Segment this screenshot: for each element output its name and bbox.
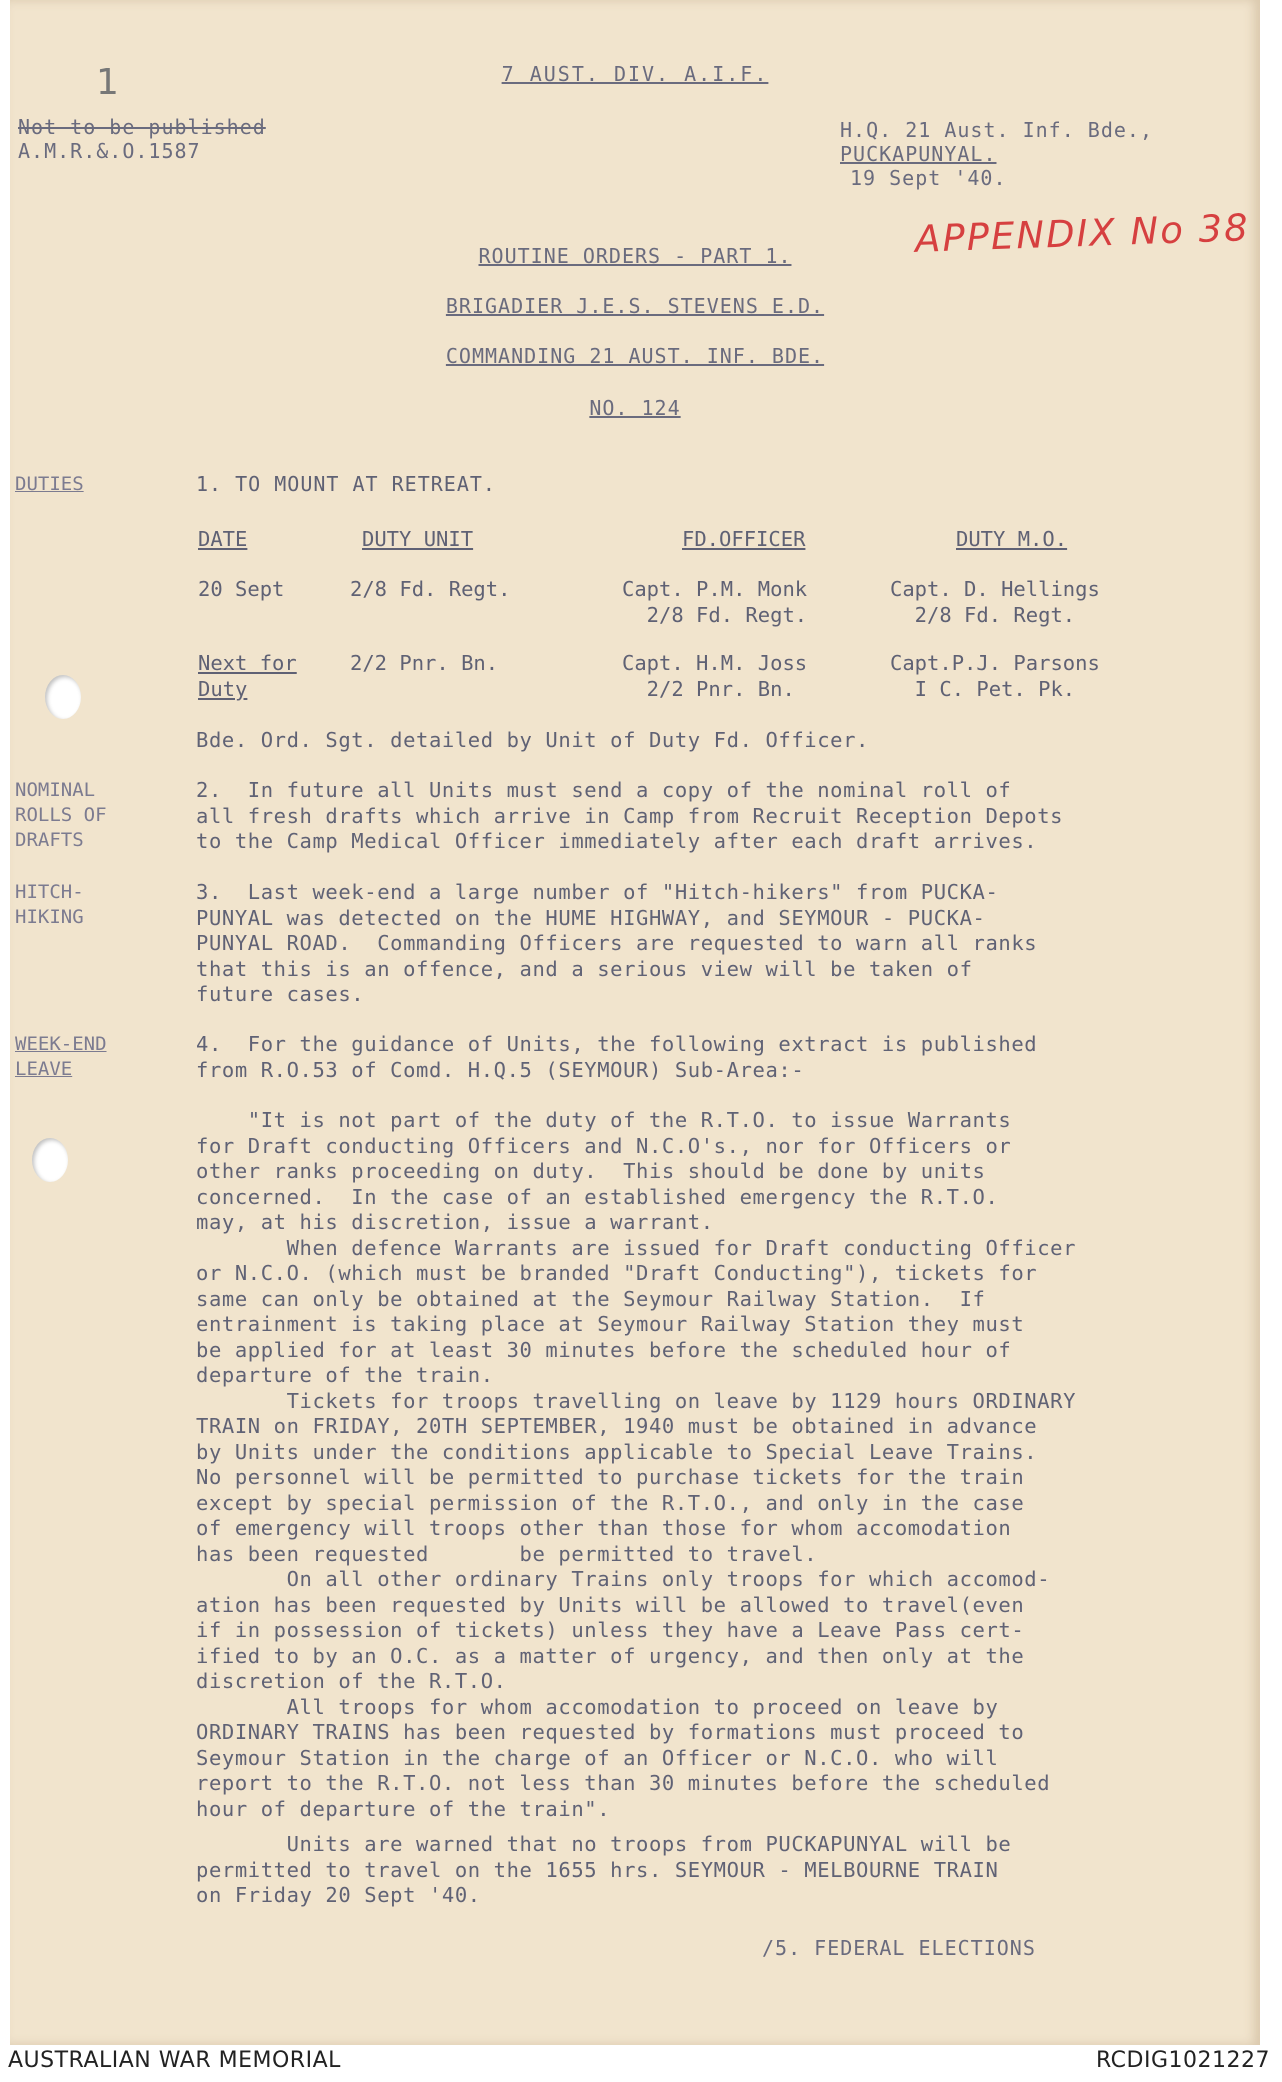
order-number: NO. 124 [589,396,681,420]
title-line1: ROUTINE ORDERS - PART 1. [478,244,792,268]
footer-institution: AUSTRALIAN WAR MEMORIAL [8,2048,341,2073]
margin-nominal-rolls: NOMINAL ROLLS OF DRAFTS [15,779,107,851]
document-page [10,0,1260,2045]
duty-date: Next for Duty [198,651,297,701]
column-header: DATE [198,527,248,551]
punch-hole [45,675,81,719]
duties-heading: 1. TO MOUNT AT RETREAT. [196,472,496,496]
margin-hitch-hiking: HITCH- HIKING [15,881,84,928]
hq-address-line2: PUCKAPUNYAL. [840,142,997,166]
paragraph-nominal-rolls: 2. In future all Units must send a copy of the nominal roll of all fresh drafts which arrive in Camp from Recruit Reception Depots to the Camp Medical Officer immediately after each draft arrives. [196,778,1064,853]
hq-address-line1: H.Q. 21 Aust. Inf. Bde., [840,118,1153,142]
footer-record-id: RCDIG1021227 [1095,2048,1270,2073]
punch-hole [32,1138,68,1182]
division-heading: 7 AUST. DIV. A.I.F. [501,62,769,86]
appendix-stamp: APPENDIX No 38 [914,206,1251,261]
paragraph-weekend-leave: 4. For the guidance of Units, the following extract is published from R.O.53 of Comd. H.Q.5 (SEYMOUR) Sub-Area:- [196,1032,1038,1082]
publication-note: Not to be published [18,115,266,139]
publication-reference: A.M.R.&.O.1587 [18,139,201,163]
continuation-note: /5. FEDERAL ELECTIONS [762,1936,1036,1960]
margin-weekend-leave: WEEK-END LEAVE [15,1033,107,1080]
duty-unit: 2/8 Fd. Regt. [350,577,511,601]
title-line3: COMMANDING 21 AUST. INF. BDE. [445,344,825,368]
duty-date: 20 Sept [198,577,285,601]
duty-medical-officer: Capt.P.J. Parsons I C. Pet. Pk. [890,651,1100,701]
duty-field-officer: Capt. P.M. Monk 2/8 Fd. Regt. [622,577,808,627]
paragraph-hitch-hiking: 3. Last week-end a large number of "Hitch-hikers" from PUCKA- PUNYAL was detected on the HUME HIGHWAY, and SEYMOUR - PUCKA- PUNYAL ROAD. Commanding Officers are requested to warn all ranks that this is an offence, and a serious view will be taken of future cases. [196,880,1038,1006]
column-header: DUTY M.O. [956,527,1068,551]
margin-duties: DUTIES [15,473,84,495]
column-header: FD.OFFICER [682,527,806,551]
hq-date: 19 Sept '40. [850,166,1007,190]
page-mark: 1 [96,62,120,103]
duty-field-officer: Capt. H.M. Joss 2/2 Pnr. Bn. [622,651,808,701]
duties-note: Bde. Ord. Sgt. detailed by Unit of Duty Fd. Officer. [196,728,869,752]
title-line2: BRIGADIER J.E.S. STEVENS E.D. [445,294,825,318]
column-header: DUTY UNIT [362,527,474,551]
duty-unit: 2/2 Pnr. Bn. [350,651,499,675]
paragraph-warning: Units are warned that no troops from PUCKAPUNYAL will be permitted to travel on the 1655 hrs. SEYMOUR - MELBOURNE TRAIN on Friday 20 Sept '40. [196,1832,1012,1907]
quoted-extract: "It is not part of the duty of the R.T.O. to issue Warrants for Draft conducting Officers and N.C.O's., nor for Officers or other ranks proceeding on duty. This should be done by units concerned. In the case of an established emergency the R.T.O. may, at his discretion, issue a warrant. When defence Warrants are issued for Draft conducting Officer or N.C.O. (which must be branded "Draft Conducting"), tickets for same can only be obtained at the Seymour Railway Station. If entrainment is taking place at Seymour Railway Station they must be applied for at least 30 minutes before the scheduled hour of departure of the train. Tickets for troops travelling on leave by 1129 hours ORDINARY TRAIN on FRIDAY, 20TH SEPTEMBER, 1940 must be obtained in advance by Units under the conditions applicable to Special Leave Trains. No personnel will be permitted to purchase tickets for the train except by special permission of the R.T.O., and only in the case of emergency will troops other than those for whom accomodation has been requested be permitted to travel. On all other ordinary Trains only troops for which accomod- ation has been requested by Units will be allowed to travel(even if in possession of tickets) unless they have a Leave Pass cert- ified to by an O.C. as a matter of urgency, and then only at the discretion of the R.T.O. All troops for whom accomodation to proceed on leave by ORDINARY TRAINS has been requested by formations must proceed to Seymour Station in the charge of an Officer or N.C.O. who will report to the R.T.O. not less than 30 minutes before the scheduled hour of departure of the train". [196,1108,1077,1821]
duty-medical-officer: Capt. D. Hellings 2/8 Fd. Regt. [890,577,1100,627]
